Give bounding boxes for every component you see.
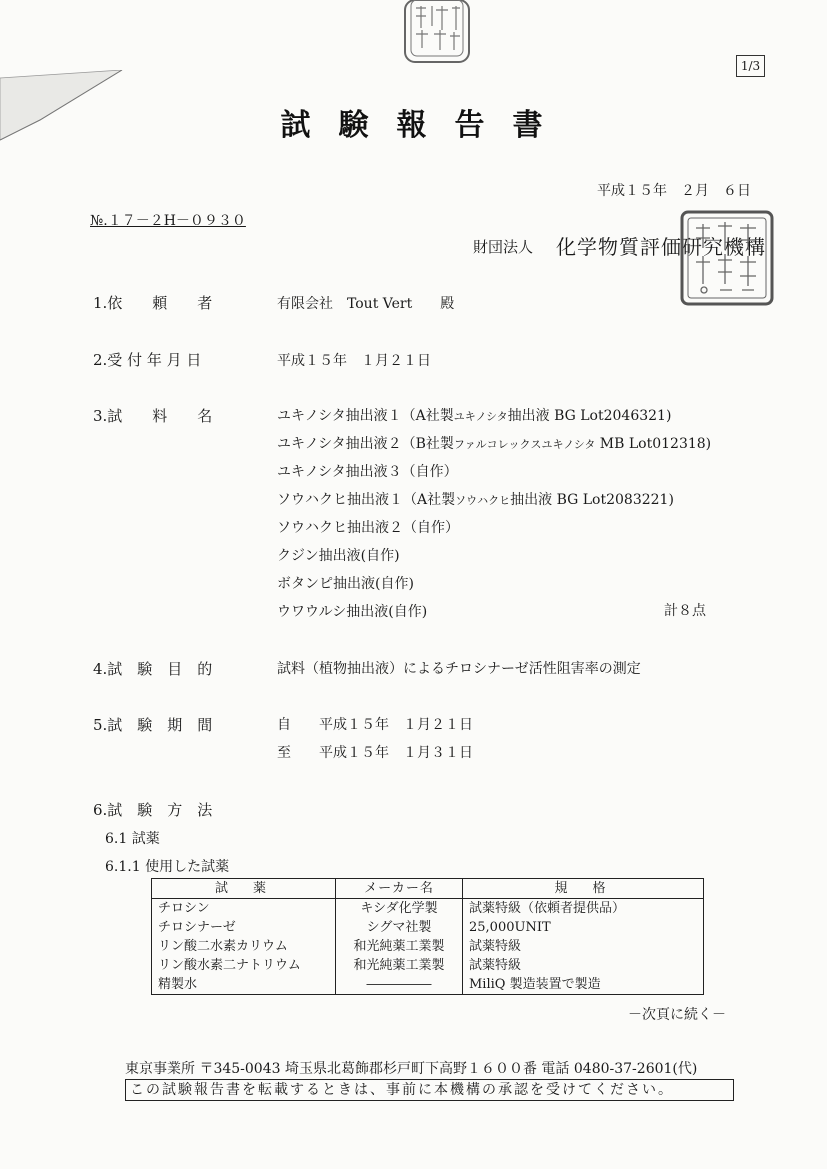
table-row xyxy=(152,956,704,975)
table-cell: 精製水 xyxy=(152,975,336,995)
table-cell: MiliQ 製造装置で製造 xyxy=(463,975,704,995)
client-value: 有限会社 Tout Vert 殿 xyxy=(277,296,455,312)
table-cell: ――――― xyxy=(336,975,463,995)
table-row xyxy=(152,918,704,937)
sample-count: 計８点 xyxy=(664,603,706,619)
organization-type: 財団法人 xyxy=(473,238,534,256)
footer-address: 東京事業所 〒345-0043 埼玉県北葛飾郡杉戸町下高野１６００番 電話 0480-37-2601(代) xyxy=(125,1061,698,1077)
table-cell: 試薬特級 xyxy=(463,956,704,975)
sample-item: ウワウルシ抽出液(自作) xyxy=(277,604,428,620)
purpose-label: 4.試 験 目 的 xyxy=(93,660,213,678)
table-cell: リン酸水素二ナトリウム xyxy=(152,956,336,975)
received-date-value: 平成１５年 １月２１日 xyxy=(277,353,431,369)
method-subheading-used-reagents: 6.1.1 使用した試薬 xyxy=(105,859,230,875)
sample-item: クジン抽出液(自作) xyxy=(277,548,400,564)
table-cell: チロシン xyxy=(152,899,336,919)
continued-note: －次頁に続く－ xyxy=(628,1007,726,1023)
table-cell: 試薬特級 xyxy=(463,937,704,956)
received-date-label: 2.受 付 年 月 日 xyxy=(93,351,202,369)
table-cell: 試薬特級（依頼者提供品） xyxy=(463,899,704,919)
table-cell: 25,000UNIT xyxy=(463,918,704,937)
period-from: 自 平成１５年 １月２１日 xyxy=(277,717,473,733)
table-header-row xyxy=(152,879,704,899)
table-row xyxy=(152,937,704,956)
footer-notice: この試験報告書を転載するときは、事前に本機構の承認を受けてください。 xyxy=(125,1079,734,1101)
sample-item: ソウハクヒ抽出液２（自作） xyxy=(277,520,459,536)
column-header-spec: 規 格 xyxy=(463,879,704,899)
method-label: 6.試 験 方 法 xyxy=(93,801,213,819)
period-label: 5.試 験 期 間 xyxy=(93,716,213,734)
column-header-reagent: 試 薬 xyxy=(152,879,336,899)
table-row xyxy=(152,899,704,919)
seal-stamp-top xyxy=(402,0,472,66)
reagent-table xyxy=(151,878,704,995)
period-to: 至 平成１５年 １月３１日 xyxy=(277,745,473,761)
sample-item: ボタンピ抽出液(自作) xyxy=(277,576,414,592)
method-subheading-reagents: 6.1 試薬 xyxy=(105,831,160,847)
table-cell: 和光純薬工業製 xyxy=(336,937,463,956)
sample-item: ソウハクヒ抽出液１（A社製ソウハクヒ抽出液 BG Lot2083221) xyxy=(277,492,674,508)
organization-seal xyxy=(680,210,775,307)
purpose-value: 試料（植物抽出液）によるチロシナーゼ活性阻害率の測定 xyxy=(277,661,641,677)
table-cell: シグマ社製 xyxy=(336,918,463,937)
table-cell: チロシナーゼ xyxy=(152,918,336,937)
table-cell: リン酸二水素カリウム xyxy=(152,937,336,956)
sample-item: ユキノシタ抽出液２（B社製ファルコレックスユキノシタ MB Lot012318) xyxy=(277,436,712,452)
table-row xyxy=(152,975,704,995)
client-label: 1.依 頼 者 xyxy=(93,294,213,312)
document-title: 試験報告書 xyxy=(280,108,571,143)
page-number: 1/3 xyxy=(736,55,765,77)
sample-item: ユキノシタ抽出液３（自作） xyxy=(277,464,458,480)
organization-name: 化学物質評価研究機構 xyxy=(556,235,766,259)
sample-item: ユキノシタ抽出液１（A社製ユキノシタ抽出液 BG Lot2046321) xyxy=(277,408,672,424)
column-header-maker: メーカー名 xyxy=(336,879,463,899)
issue-date: 平成１５年 ２月 ６日 xyxy=(597,183,751,199)
table-cell: キシダ化学製 xyxy=(336,899,463,919)
samples-label: 3.試 料 名 xyxy=(93,407,213,425)
table-cell: 和光純薬工業製 xyxy=(336,956,463,975)
report-number: №.１７－２H－０９３０ xyxy=(90,213,246,229)
